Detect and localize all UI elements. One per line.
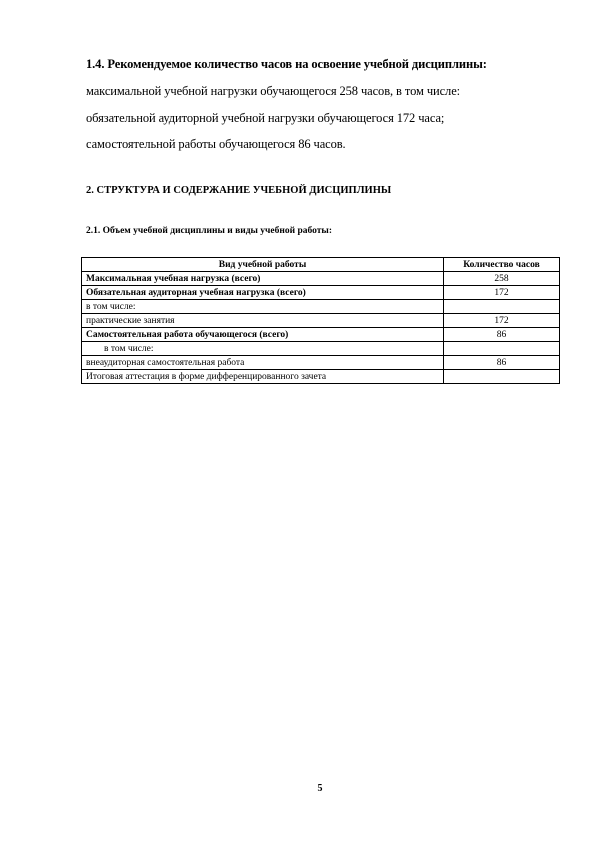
- table-row: [82, 356, 560, 370]
- section-1-4-title: 1.4. Рекомендуемое количество часов на освоение учебной дисциплины:: [86, 57, 487, 71]
- row-value: 86: [444, 328, 560, 342]
- row-label: в том числе:: [82, 342, 444, 356]
- row-label: в том числе:: [82, 300, 444, 314]
- mandatory-load-line: обязательной аудиторной учебной нагрузки обучающегося 172 часа;: [86, 111, 445, 125]
- table-row: [82, 300, 560, 314]
- header-work-type: Вид учебной работы: [82, 258, 444, 272]
- row-label: внеаудиторная самостоятельная работа: [82, 356, 444, 370]
- row-value: 172: [444, 314, 560, 328]
- section-2-title: 2. СТРУКТУРА И СОДЕРЖАНИЕ УЧЕБНОЙ ДИСЦИПЛИНЫ: [86, 185, 392, 196]
- table-row: [82, 370, 560, 384]
- row-value: 258: [444, 272, 560, 286]
- table-row: [82, 314, 560, 328]
- row-value: 86: [444, 356, 560, 370]
- row-label: Итоговая аттестация в форме дифференцированного зачета: [82, 370, 444, 384]
- row-value: [444, 300, 560, 314]
- self-study-line: самостоятельной работы обучающегося 86 часов.: [86, 137, 346, 151]
- row-label: Максимальная учебная нагрузка (всего): [82, 272, 444, 286]
- row-label: практические занятия: [82, 314, 444, 328]
- table-row: [82, 342, 560, 356]
- row-label: Самостоятельная работа обучающегося (всего): [82, 328, 444, 342]
- row-value: [444, 342, 560, 356]
- max-load-line: максимальной учебной нагрузки обучающегося 258 часов, в том числе:: [86, 84, 461, 98]
- row-label: Обязательная аудиторная учебная нагрузка (всего): [82, 286, 444, 300]
- row-value: [444, 370, 560, 384]
- table-row: [82, 272, 560, 286]
- row-value: 172: [444, 286, 560, 300]
- header-hours: Количество часов: [444, 258, 560, 272]
- table-row: [82, 286, 560, 300]
- table-header-row: [82, 258, 560, 272]
- table-row: [82, 328, 560, 342]
- section-2-1-title: 2.1. Объем учебной дисциплины и виды учебной работы:: [86, 226, 332, 236]
- page-number: 5: [317, 783, 323, 794]
- workload-table: [81, 257, 560, 384]
